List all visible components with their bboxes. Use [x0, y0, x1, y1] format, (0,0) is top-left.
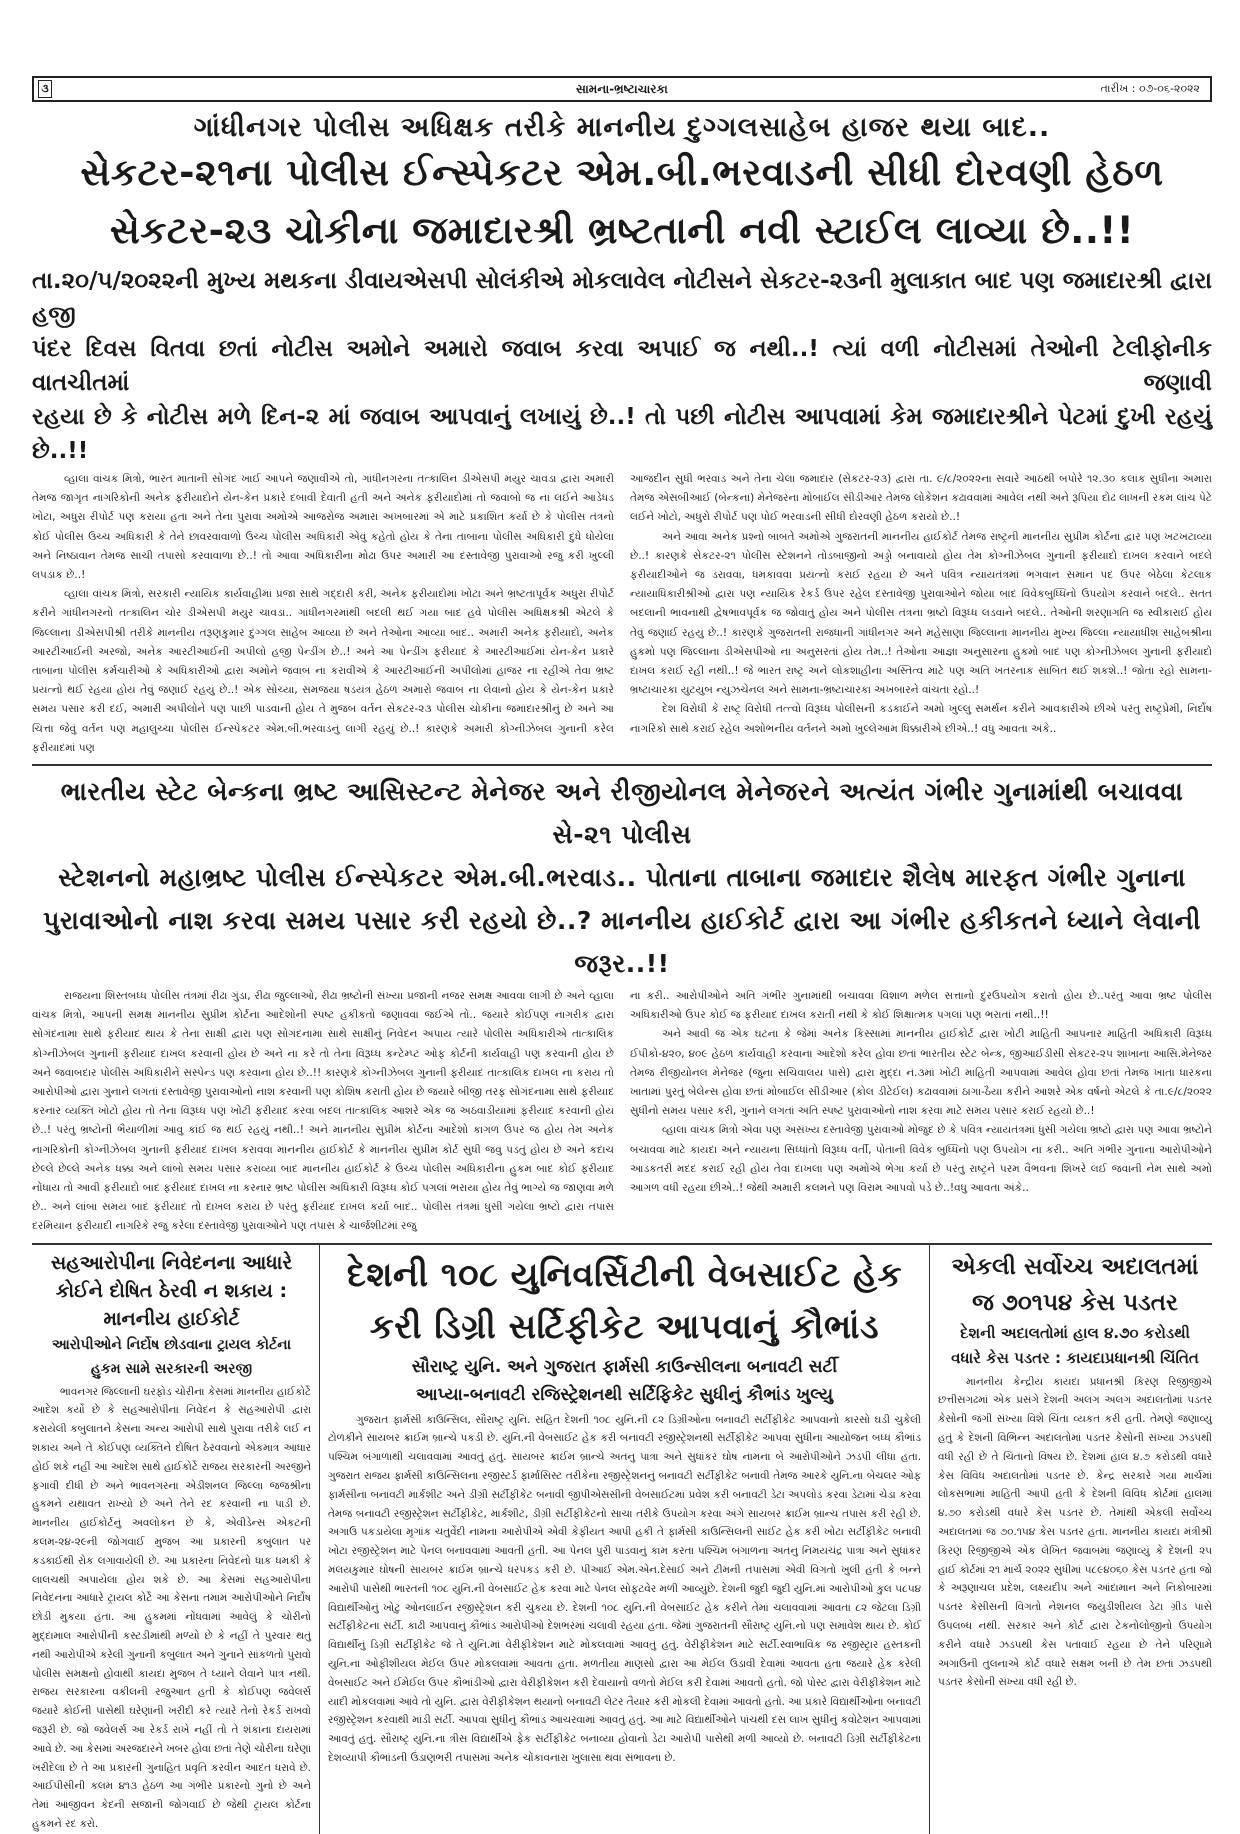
pending-cases-story — [930, 1245, 1212, 1834]
paragraph: વ્હાલા વાંચક મિત્રો, ભારત માતાની સોગંદ ખાઈ આપને જણાવીએ તો, ગાંધીનગરના તત્કાલિન ડીએસપી મયુર ચાવડા દ્વારા અમારી તેમજ જાગૃત નાગરિકોની અનેક ફરીયાદોને યેન-કેન પ્રકારે દબાવી દેવાતી હતી અને અનેક ફરીયાદોમાં તો જવાબો જ ના લઈને આડેધડ ખોટા, અધુરા રીપોર્ટ પણ કરાયા હતા અને તેના પુરાવા અમોએ આજરોજ અમારા અખબારમાં એ માટે પ્રકાશિત કર્યા છે કે પોલીસ તંત્રનો કોઈ પોલીસ ઉચ્ચ અધિકારી કે તેને છાવરવાવાળો ઉચ્ચ પોલીસ અધિકારી એવું કહેતો હોય કે તેના તાબાના પોલીસ અધિકારી દુધે ધોયેલા અને નિષ્ઠાવાન તેમજ સાચી તપાસો કરવાવાળા છે..! તો આવા અધિકારીના મોઢા ઉપર અમારી આ દસ્તાવેજી પુરાવાઓ રજુ કરી ખુલ્લી લપડાક છે..! — [32, 473, 615, 582]
page-number: ૩ — [38, 80, 52, 98]
lead-body-left-column — [32, 470, 614, 758]
lead-story — [32, 112, 1212, 758]
headline-line: કરી ડિગ્રી સર્ટિફીકેટ આપવાનું કૌભાંડ — [369, 1306, 880, 1347]
bottom-section — [32, 1243, 1212, 1834]
issue-date: તારીખ : ૦૭-૦૬-૨૦૨૨ — [1100, 82, 1200, 95]
lead-body-right-column — [630, 470, 1212, 758]
masthead — [32, 76, 1212, 102]
high-court-body — [32, 1383, 311, 1834]
second-headline-line: પુરાવાઓનો નાશ કરવા સમય પસાર કરી રહયો છે..? માનનીય હાઈકોર્ટ દ્વારા આ ગંભીર હકીકતને ધ્યાને લેવાની જરૂર..!! — [43, 906, 1201, 979]
pending-cases-subhead — [938, 1321, 1212, 1371]
subhead-line: દેશની અદાલતોમાં હાલ ૪.૭૦ કરોડથી — [960, 1323, 1190, 1342]
lead-deck-line: પંદર દિવસ વિતવા છતાં નોટીસ અમોને અમારો જવાબ કરવા અપાઈ જ નથી..! ત્યાં વળી નોટીસમાં તેઓની ટેલીફોનીક વાતચીતમાં જણાવી — [32, 336, 1212, 396]
high-court-headline — [32, 1249, 311, 1333]
paragraph: માનનીય કેન્દ્રીય કાયદા પ્રધાનશ્રી કિરણ રિજીજીએ છત્તીસગઢમાં એક પ્રસંગે દેશની અલગ અલગ અદાલતોમાં પડતર કેસોની જંગી સંખ્યા વિશે ચિંતા વ્યકત કરી હતી. તેમણે જણાવ્યું હતું કે દેશની વિભિન્ન અદાલતોમાં પડતર કેસોની સંખ્યા ઝડપથી વધી રહી છે તે ચિંતાનો વિષય છે. દેશમાં હાલ ૪.૭ કરોડથી વધારે કેસ વિવિધ અદાલતોમાં પડતર છે. કેન્દ્ર સરકારે ગયા માર્ચમાં લોકસભામાં માહિતી આપી હતી કે દેશની વિવિધ કોર્ટમાં હાલમાં ૪.૭૦ કરોડથી વધારે કેસ પડતર છે. તેમાંથી એકલી સર્વોચ્ચ અદાલતમાં જ ૭૦.૧૫૪ કેસ પડતર હતા. માનનીય કાયદા મંત્રીશ્રી કિરણ રિજીજીએ એક લેખિત જવાબમાં જણાવ્યું કે દેશની ૨૫ હાઈ કોર્ટમાં ૨૧ માર્ચ ૨૦૨૨ સુધીમાં ૫૮૯૪૦૬૦ કેસ પડતર હતા જો કે અરૂણાચલ પ્રદેશ, લક્ષ્યદીપ અને આંદામાન અને નિકોબારમાં પડતર કેસીસની વિગતો નેશનલ જયુડીશીયલ ડેટા ગ્રીડ પાસે ઉપલબ્ધ નથી. સરકાર અને કોર્ટ દ્વારા ટેકનોલોજીનો ઉપયોગ કરીને વધારે ઝડપથી કેસ પતાવાઈ રહયા છે તેને પરિણામે અગાઉની તુલનાએ કોર્ટ વધારે સક્ષમ બની છે તેમ છતાં ઝડપથી પડતર કેસોની સંખ્યા વધી રહી છે. — [938, 1375, 1212, 1689]
second-body-left-column — [32, 987, 614, 1237]
subhead-line: આરોપીઓને નિર્દોષ છોડવાના ટ્રાયલ કોર્ટના — [51, 1336, 291, 1353]
high-court-story — [32, 1245, 320, 1834]
headline-line: સહઆરોપીના નિવેદનના આધારે — [50, 1251, 293, 1274]
headline-line: દેશની ૧૦૮ યુનિવર્સિટીની વેબસાઈટ હેક — [346, 1254, 903, 1295]
paragraph: ના કરી.. આરોપીઓને અતિ ગંભીર ગુનામાંથી બચાવવા વિશાળ મળેલ સત્તાનો દુરઉપયોગ કરાતો હોય છે..પરંતુ આવા ભ્રષ્ટ પોલીસ અધિકારીઓ ઉપર કોઈ જ ફરીયાદ દાખલ કરાતી નથી કે કોઈ શિક્ષાત્મક પગલાં પણ ભરાતાં નથી..!! — [630, 990, 1212, 1022]
subhead-line: સૌરાષ્ટ્ર યુનિ. અને ગુજરાત ફાર્મસી કાઉન્સીલના બનાવટી સર્ટી — [411, 1356, 838, 1377]
newspaper-page — [32, 76, 1212, 1834]
pending-cases-headline — [938, 1249, 1212, 1321]
high-court-subhead — [32, 1333, 311, 1381]
second-body-right-column — [630, 987, 1212, 1237]
lead-headline-line: સેકટર-૨૩ ચોકીના જમાદારશ્રી ભ્રષ્ટતાની નવી સ્ટાઈલ લાવ્યા છે..!! — [109, 209, 1135, 252]
paragraph: વ્હાલા વાંચક મિત્રો, સરકારી ન્યાયિક કાર્યવાહીમાં પ્રજા સાથે ગદ્દારી કરી, અનેક ફરીયાદોમાં ખોટા અને ભ્રષ્ટતાપૂર્વક અધુરા રીપોર્ટ કરીને ગાંધીનગરનો તત્કાલિન ચોર ડીએસપી મયુર ચાવડા.. ગાંધીનગરમાંથી બદલી થઈ ગયા બાદ હવે પોલીસ અધિક્ષકશ્રી એટલે કે જિલ્લાના ડીએસપીશ્રી તરીકે માનનીય તરૂણકુમાર દુગ્ગલ સાહેબ આવ્યા છે અને તેઓના આવ્યા બાદ.. અમારી અનેક ફરીયાદો, અનેક આરટીઆઈની અરજો, અનેક આરટીઆઈની અપીલો હજી પેન્ડીંગ છે..! અને આ પેન્ડીંગ ફરીયાદ કે આરટીઆઈમાં યેન-કેન પ્રકારે તાબાના પોલીસ કર્મચારીઓ કે અધિકારીઓ દ્વારા અમોને જવાબ ના કરાવીએ કે આરટીઆઈની અપીલોમાં હાજર ના રહીએ તેવા ભ્રષ્ટ પ્રયત્નો થઈ રહયા હોય તેવું જણાઈ રહયું છે..! એક સોચ્યા, સમજયા ષડયંત્ર હેઠળ અમારો જવાબ ના લેવાનો હોય કે યેન-કેન પ્રકારે સમય પસાર કરી દઈ, અમારી અપીલોને પણ પાછી પાડવાની હોય તે મુજબ વર્તન સેકટર-૨૩ પોલીસ ચોકીના જમાદારશ્રીનું છે અને આ ચિત્તા જેવું વર્તન પણ મહાલુચ્ચા પોલીસ ઈન્સ્પેકટર એમ.બી.ભરવાડનું લાગી રહયું છે..! કારણકે અમારી કોગ્નીઝેબલ ગુનાની કરેલ ફરીયાદમાં પણ — [32, 588, 614, 754]
paragraph: રાજયના શિસ્તબધ્ધ પોલીસ તંત્રમાં રીઢા ગુંડા, રીઢા જુલ્લાઓ, રીઢા ભ્રષ્ટોની સંખ્યા પ્રજાની નજર સમક્ષ આવવા લાગી છે અને વ્હાલા વાંચક મિત્રો, આપની સમક્ષ માનનીય સુપ્રીમ કોર્ટના આદેશોની સ્પષ્ટ હકીકતો જણાવવા જઈએ તો.. જયારે કોઈપણ નાગરીક દ્વારા સોગંદનામા સાથે ફરીયાદ થાય કે તેના સાક્ષી દ્વારા પણ સોગંદનામા સાથે સાક્ષીનું નિવેદન અપાય ત્યારે પોલીસ અધિકારીએ તાત્કાલિક કોગ્નીઝેબલ ગુનાની ફરીયાદ દાખલ કરવાની હોય છે અને ના કરે તો તેના વિરૂધ્ધ કન્ટેમ્પ્ટ ઓફ કોર્ટની કાર્યવાહી પણ કરવાની હોય છે અને જવાબદાર પોલીસ અધિકારીને સસ્પેન્ડ પણ કરવાના હોય છે..!! કારણકે કોગ્નીઝેબલ ગુનાની ફરીયાદ તાત્કાલિક દાખલ ના કરાય તો આરોપીઓ દ્વારા ગુનાને લગતાં દસ્તાવેજી પુરાવાઓનો નાશ કરવાની પણ કોશિષ કરાતી હોય છે જયારે બીજી તરફ સોગંદનામા સાથે ફરીયાદ કરનાર વ્યક્તિ ખોટો હોય તો તેના વિરૂધ્ધ પણ ખોટી ફરીયાદ કરવા બદલ તાત્કાલિક આશરે એક જ અઠવાડીયામાં ફરીયાદ કરવાની હોય છે..! પરંતુ ભ્રષ્ટોની ભૈયાળીમાં આવુ કાંઈ જ થઈ રહયું નથી..! અને માનનીય સુપ્રીમ કોર્ટના આદેશો કાગળ ઉપર જ હોય તેમ અનેક નાગરિકોની કોગ્નીઝેબલ ગુનાની ફરીયાદ દાખલ કરાવવા માનનીય હાઈકોર્ટ કે માનનીય સુપ્રીમ કોર્ટ સુધી જવુ પડતું હોય છે અને કદાચ છેલ્લે છેલ્લે અનેક ધક્કા અને લાંબો સમય પસાર કરાવ્યા બાદ માનનીય હાઈકોર્ટ કે ઉચ્ચ પોલીસ અધિકારીના હુકમ બાદ કોઈ ફરીયાદ નોંધાય તો આવી ફરીયાદો બાદ ફરીયાદ દાખલ ના કરનાર ભ્રષ્ટ પોલીસ અધિકારી વિરૂધ્ધ કોઈ પગલાં ભરાયા હોય તેવું ભાગ્યે જ જાણવા મળે છે.. અને લાંબા સમય બાદ ફરીયાદ તો દાખલ કરાય છે પરંતુ ફરીયાદ દાખલ કર્યા બાદ.. પોલીસ તંત્રમાં ધુસી ગયેલા ભ્રષ્ટો દ્વારા તપાસ દરમિયાન ફરીયાદી નાગરિકે રજુ કરેલા દસ્તાવેજી પુરાવાઓને પણ તપાસ કે ચાર્જશીટમાં રજુ — [32, 990, 614, 1233]
headline-line: કોઈને દોષિત ઠેરવી ન શકાય : — [55, 1279, 288, 1302]
section-divider — [32, 764, 1212, 766]
lead-deck — [32, 264, 1212, 468]
lead-body — [32, 470, 1212, 758]
headline-line: જ ૭૦૧૫૪ કેસ પડતર — [972, 1289, 1178, 1316]
university-scam-headline — [328, 1249, 921, 1353]
paragraph: ગુજરાત ફાર્મસી કાઉન્સિલ, સૌરાષ્ટ્ર યુનિ. સહિત દેશની ૧૦૮ યુનિ.ની ૮૨ ડિગ્રીઓના બનાવટી સર્ટીફીકેટ આપવાનો કારસો ઘડી ચુકેલી ટોળકીને સાયબર ક્રાઈમ બ્રાન્ચે પકડી છે. યુનિ.ની વેબસાઈટ હેક કરી બનાવટી રજીસ્ટ્રેશનથી સર્ટીફીકેટ આપવા સુધીના આયોજન બધ્ધ કૌભાંડ પશ્ચિમ બંગાળાથી ચલાવવામાં આવતું હતું. સાયબર ક્રાઈમ બ્રાન્ચે અતનુ પાત્રા અને સુધાંકર ઘોષ નામના બે આરોપીઓને ઝડપી લીધા હતા. ગુજરાત રાજય ફાર્મસી કાઉન્સિલના રજીસ્ટર્ડ ફાર્માસિસ્ટ તરીકેના રજીસ્ટ્રેશનનું બનાવટી સર્ટીફીકેટ બનાવી તેમજ આરકે યુનિ.ના બેચલર ઓફ ફાર્મસીના બનાવટી માર્કશીટ અને ડીગ્રી સર્ટીફીકેટ બનાવી જીપીએસસીની વેબસાઈટમાં પ્રવેશ કરી બનાવટી ડેટા અપલોડ કરવા ડેટામાં ચેડા કરવા તેમજ બનાવટી રજીસ્ટ્રેશન સર્ટીફીકેટ, માર્કશીટ, ડીગ્રી સર્ટીફીકેટનો સાચા તરીકે ઉપયોગ કરવા અંગે સાયબર ક્રાઈમ બ્રાન્ચ તપાસ કરી રહી છે. અગાઉ પકડાયેલા મૃગાંક ચતુર્વેદી નામના આરોપીએ એવી કેફીયત આપી હકી તે ફાર્મસી કાઉન્સિલની સાઈટ હેક કરી ખોટા સર્ટીફીકેટ બનાવી ખોટા રજીસ્ટ્રેશન માટે પેનલ બનાવવામાં આવતી હતી. આ પેનલ પુરી પાડવાનું કામ કરતા પશ્ચિમ બંગાળના અતનુ નિમયચંદ્ર પાત્રા અને સુધાંકર મલયકુમાર ઘોષની સાયબર ક્રાઈમ બ્રાન્ચે ધરપકડ કરી છે. પીઆઈ એમ.એન.દેસાઈ અને ટીમની તપાસમાં એવી વિગતો ખુલી હતી કે બન્ને આરોપી પાસેથી ભારતની ૧૦૮ યુનિ.ની વેબસાઈટ હેક કરવા માટે પેનલ સોફટવેર મળી આવ્યુંછે. દેશની જુદી જુદી યુનિ.માં આરોપીઓ કુલ ૫૮૫૪ વિદ્યાર્થીઓનું ખોટુ ઓનલાઈન રજીસ્ટ્રેશન કરી ચુકયા છે. દેશની ૧૦૮ યુનિ.ની વેબસાઈટ હેક કરીને તેમાં ચલાવવામાં આવતા ૮૨ જેટલા ડિગ્રી સર્ટીફીકેટના સર્ટી. કાઢી આપવાનું કૌભાંડ આરોપીઓ દેશભરમાં ચલાવી રહયા હતા. જેમાં ગુજરાતની સૌરાષ્ટ્ર યુનિ.નો પણ સમાવેશ થાય છે. કોઈ વિદ્યાર્થીનું ડિગ્રી સર્ટીફીકેટ જે તે યુનિ.માં વેરીફીકેશન માટે મોકલવામાં આવતું હતું. વેરીફીકેશન માટે સર્ટી.સ્વાભાવિક જ રજીસ્ટ્રાર હસ્તકની યુનિ.ના ઓફીશીયલ મેઈલ ઉપર મોકલવામાં આવતા હતા. મળતીયા માણસો દ્વારા આ મેઈલ ઉડાવી દેવામાં આવતા હતા જયારે હેક કરેલી વેબસાઈટ અને ઈમેઈલ ઉપર કૌભાંડીઓ દ્વારા વેરીફીકેશન કરી દેવાયાનો વળતો મેઈલ કરી દેવામાં આવતો હતો. જો પોસ્ટ દ્વારા વેરીફીકેશન માટે યાદી મોકલવામાં આવે તો યુનિ. દ્વારા વેરીફીકેશન થયાનો બનાવટી લેટર તૈયાર કરી મોકલી દેવામાં આવતો હતો. આ પ્રકારે વિદ્યાર્થીઓના બનાવટી રજીસ્ટ્રેશન કરવાથી માંડી સર્ટી. આપવા સુધીનું કૌભાંડ આચરવામાં આવતું હતું. આ માટે વિદ્યાર્થીઓને પાંચથી દસ લાખ સુધીનું કવોટેશન આપવામાં આવતું હતું. સૌરાષ્ટ્ર યુનિ.ના ત્રીસ વિદ્યાર્થીએ ફેક સર્ટીફીકેટ બનાવ્યા હોવાનો ડેટા આરોપી પાસેથી મળી આવ્યો છે. બનાવટી ડિગ્રી સર્ટીફીકેટના દેશવ્યાપી કૌભાંડની ઉંડાણભરી તપાસમાં અનેક ચોંકાવનારા ખુલાસા થવા સંભાવના છે. — [328, 1413, 921, 1765]
second-headline — [32, 770, 1212, 985]
paragraph: વ્હાલા વાંચક મિત્રો એવા પણ અસંખ્ય દસ્તાવેજી પુરાવાઓ મોજુદ છે કે પવિત્ર ન્યાયતંત્રમાં ધુસી ગયેલા ભ્રષ્ટો દ્વારા પણ આવા ભ્રષ્ટોને બચાવવા માટે કાયદા અને ન્યાયના સિધ્ધાંતો વિરૂધ્ધ વર્તી, પોતાની વિવેક બુધ્ધિનો પણ ઉપયોગ ના કરી.. અતિ ગંભીર ગુનાના આરોપીઓને આડકતરી મદદ કરાઈ રહી હોય તેવા દાખલા પણ અમોએ ભેગા કર્યા છે પરંતુ રાષ્ટ્રને પરમ વૈભવના શિખરે લઈ જવાની નેમ સાથે અમો આગળ વધી રહયા છીએ..! જેથી અમારી કલમને પણ વિરામ આપવો પડે છે..!વધુ આવતા અંકે.. — [630, 1124, 1212, 1195]
paragraph: અને આવા અનેક પ્રશ્નો બાબતે અમોએ ગુજરાતની માનનીય હાઈકોર્ટ તેમજ રાષ્ટ્રની માનનીય સુપ્રીમ કોર્ટના દ્વાર પણ ખટખટાવ્યા છે..! કારણકે સેકટર-૨૧ પોલીસ સ્ટેશનને તોડબાજીનો અડ્ડો બનાવાયો હોય તેમ કોગ્નીઝેબલ ગુનાની ફરીયાદો દાખલ કરવાને બદલે ફરીયાદીઓને જ ડરાવવા, ધમકાવવા પ્રયત્નો કરાઈ રહયા છે અને પવિત્ર ન્યાયતંત્રમાં ભગવાન સમાન પદ ઉપર બેઠેલા કેટલાક ન્યાયાધિકારીશ્રીઓ દ્વારા પણ ન્યાયિક રેકર્ડ ઉપર રહેલ દસ્તાવેજી પુરાવાઓને જોયા બાદ વિવેકબુધ્ધિનો ઉપયોગ કરવાને બદલે.. સતત બદલાની ભાવનાથી દ્વેષભાવપૂર્વક જ જોવાતું હોય અને પોલીસ તંત્રના ભ્રષ્ટો વિરૂધ્ધ લડવાને બદલે.. તેઓની શરણાગતિ જ સ્વીકારાઈ હોય તેવું જણાઈ રહયું છે..! કારણકે ગુજરાતની રાજધાની ગાંધીનગર અને મહેસાણા જિલ્લાના માનનીય મુખ્ય જિલ્લા ન્યાયાધીશ સાહેબશ્રીના હુકમો પણ જિલ્લાના ડીએસપીઓ ના અનુસરતાં હોય તેમ..! તેઓના આજ્ઞા અનુસારના હુકમો બાદ પણ કોગ્નીઝેબલ ગુનાની ફરીયાદો દાખલ કરાઈ રહી નથી..! જે ભારત રાષ્ટ્ર અને લોકશાહીના અસ્તિત્વ માટે પણ અતિ ખતરનાક સાબિત થઈ શકશે..! જોતા રહો સામના-ભ્રષ્ટાચારકા યુટયુબ ન્યુઝચેનલ અને સામના-ભ્રષ્ટાચારકા અખબારને વાંચતા રહો..! — [630, 530, 1212, 697]
lead-deck-line: રહયા છે કે નોટીસ મળે દિન-૨ માં જવાબ આપવાનું લખાયું છે..! તો પછી નોટીસ આપવામાં કેમ જમાદારશ્રીને પેટમાં દુખી રહયું છે..!! — [32, 404, 1212, 464]
headline-line: માનનીય હાઈકોર્ટ — [103, 1307, 240, 1330]
university-scam-body — [328, 1411, 921, 1768]
lead-deck-line: તા.૨૦/૫/૨૦૨૨ની મુખ્ય મથકના ડીવાયએસપી સોલંકીએ મોકલાવેલ નોટીસને સેકટર-૨૩ની મુલાકાત બાદ પણ જમાદારશ્રી દ્વારા હજી — [32, 268, 1212, 328]
paragraph: અને આવી જ એક ઘટના કે જેમાં અનેક કિસ્સામાં માનનીય હાઈકોર્ટ દ્વારા ખોટી માહિતી આપનાર માહિતી અધિકારી વિરૂધ્ધ ઈપીકો-૪૨૦, ૪૦૯ હેઠળ કાર્યવાહી કરવાના આદેશો કરેલ હોવા છતાં ભારતીય સ્ટેટ બેન્ક, જીઆઈડીસી સેકટર-૨૫ શાખાના આસિ.મેનેજર તેમજ રીજીયોનલ મેનેજર (જુના સચિવાલય પાસે) દ્વારા મુદ્દા નં.૩માં ખોટી માહિતી આપવામાં આવેલ હોવા છતાં તેમજ ખાતા ધારકના ખાતામાં પુરતું બેલેન્સ હોવા છતાં મોબાઈલ સીડીઆર (કોલ ડીટેઈલ) કઢાવવામાં ઠાગા-ઠૈયા કરીને આશરે એક વર્ષનો એટલે કે તા.૯/૮/૨૦૨૨ સુધીનો સમય પસાર કરી, ગુનાને લગતાં અતિ સ્પષ્ટ પુરાવાઓનો નાશ કરવા માટે સમય પસાર કરાઈ રહયો છે..! — [630, 1028, 1212, 1118]
paragraph: ભાવનગર જિલ્લાની ઘરફોડ ચોરીના કેસમાં માનનીય હાઈકોર્ટે આદેશ કર્યો છે કે સહઆરોપીના નિવેદન કે સહઆરોપી દ્વારા કરાયેલી કબુલાતને કેસના અન્ય આરોપી સાથે પુરાવા તરીકે લઈ ન શકાય અને તે કોઈપણ વ્યક્તિને દોષિત ઠેરવવાનો એકમાત્ર આધાર હોઈ શકે નહીં આ આદેશ સાથે હાઈકોર્ટે રાજય સરકારની અરજીને ફગાવી દીધી છે અને ભાવનગરના એડીશનલ જિલ્લા જજશ્રીના હુકમને યથાવત રાખ્યો છે અને તેને રદ કરવાની ના પાડી છે. માનનીય હાઈકોર્ટનું અવલોકન છે કે, એવીડેન્સ એકટની કલમ-૨૪-૨૯ની જોગવાઈ મુજબ આ પ્રકારની કબુલાત પર કડકાઈથી રોક લગાવાયેલી છે. આ પ્રકારના નિવેદનો ધાક ધમકી કે લાલચથી અપાયેલા હોય શકે છે. આ કેસમાં સહઆરોપીના નિવેદનના આધારે ટ્રાયલ કોર્ટે આ કેસના તમામ આરોપીઓને નિર્દોષ છોડી મુકયા હતા. આ હુકમમાં નોંધવામાં આવેલું કે ચોરીનો મુદ્દામાલ આરોપીની કસ્ટડીમાંથી મળ્યો છે કે નહીં તે પુરવાર થતું નથી આરોપીએ કરેલી ગુનાની કબુલાત અને ગુનાને સાંકળતો પુરાવો પોલીસ સમક્ષનો હોવાથી કાયદા મુજબ તે ધ્યાને લેવાને પાત્ર નથી. રાજય સરકારના વકીલની રજુઆત હતી કે કોઈપણ જવેલર્સ જયારે કોઈની પાસેથી ઘરેણાંની ખરીદી કરે ત્યારે તેનો રેકર્ડ રાખવો જરૂરી છે. જો જવેલર્સ આ રેકર્ડ રાખે નહીં તો તે શંકાના દાયરામાં આવે છે. આ કેસમાં અરજદારને ખબર હોવા છતાં તેણે ચોરીના ઘરેણા ખરીદેલા છે તે આ પ્રકારની ગુનાહિત પ્રવૃતિ કરવીન આદત ધરાવે છે. આઈપીસીની કલમ ૪૧૩ હેઠળ આ ગંભીર પ્રકારનો ગુનો છે અને તેમાં આજીવન કેદની સજાની જોગવાઈ છે જેથી ટ્રાયલ કોર્ટના હુકમને રદ કરો. — [32, 1385, 311, 1831]
subhead-line: વધારે કેસ પડતર : કાયદાપ્રધાનશ્રી ચિંતિત — [951, 1348, 1199, 1367]
university-scam-subhead — [328, 1353, 921, 1409]
second-story — [32, 770, 1212, 1237]
second-body — [32, 987, 1212, 1237]
subhead-line: આપ્યા-બનાવટી રજિસ્ટ્રેશનથી સર્ટિફિકેટ સુધીનું કૌભાંડ ખુલ્યુ — [415, 1384, 834, 1405]
university-scam-story — [320, 1245, 930, 1834]
newspaper-name: સામના-ભ્રષ્ટાચારકા — [576, 81, 668, 96]
pending-cases-body — [938, 1373, 1212, 1693]
second-headline-line: સ્ટેશનનો મહાભ્રષ્ટ પોલીસ ઈન્સ્પેકટર એમ.બી.ભરવાડ.. પોતાના તાબાના જમાદાર શૈલેષ મારફત ગંભીર ગુનાના — [58, 863, 1186, 893]
paragraph: આજદીન સુધી ભરવાડ અને તેના ચેલા જમાદાર (સેકટર-૨૩) દ્વારા તા. ૯/૮/૨૦૨૨ના સવારે આઠથી બપોરે ૧૨.૩૦ કલાક સુધીના અમારા તેમજ એસબીઆઈ (બેન્કના) મેનેજરના મોબાઈલ સીડીઆર તેમજ લોકેશન કઢાવવામાં આવેલ નથી અને રૂપિયા દોઢ લાખની રકમ લાંચ પેટે લઈને ખોટો, અધુરો રીપોર્ટ પણ પોઈ ભરવાડની સીધી દોરવણી હેઠળ કરાયો છે..! — [630, 473, 1212, 524]
paragraph: દેશ વિરોધી કે રાષ્ટ્ર વિરોધી તત્ત્વો વિરૂધ્ધ પોલીસની કડકાઈને અમો ખુલ્લુ સમર્થન કરીને આવકારીએ છીએ પરંતુ રાષ્ટ્રપ્રેમી, નિર્દોષ નાગરિકો સાથે કરાઈ રહેલ અશોભનીય વર્તનને અમો ખુલ્લેઆમ ધિક્કારીએ છીએ..! વધુ આવતા અંકે.. — [630, 703, 1212, 735]
lead-headline-line: સેકટર-૨૧ના પોલીસ ઈન્સ્પેકટર એમ.બી.ભરવાડની સીધી દોરવણી હેઠળ — [80, 151, 1164, 194]
second-headline-line: ભારતીય સ્ટેટ બેન્કના ભ્રષ્ટ આસિસ્ટન્ટ મેનેજર અને રીજીયોનલ મેનેજરને અત્યંત ગંભીર ગુનામાંથી બચાવવા સે-૨૧ પોલીસ — [60, 777, 1184, 850]
subhead-line: હુકમ સામે સરકારની અરજી — [90, 1360, 253, 1377]
lead-kicker: ગાંધીનગર પોલીસ અધિક્ષક તરીકે માનનીય દુગ્ગલસાહેબ હાજર થયા બાદ.. — [193, 112, 1051, 143]
headline-line: એકલી સર્વોચ્ચ અદાલતમાં — [951, 1253, 1199, 1280]
lead-headline — [32, 144, 1212, 260]
